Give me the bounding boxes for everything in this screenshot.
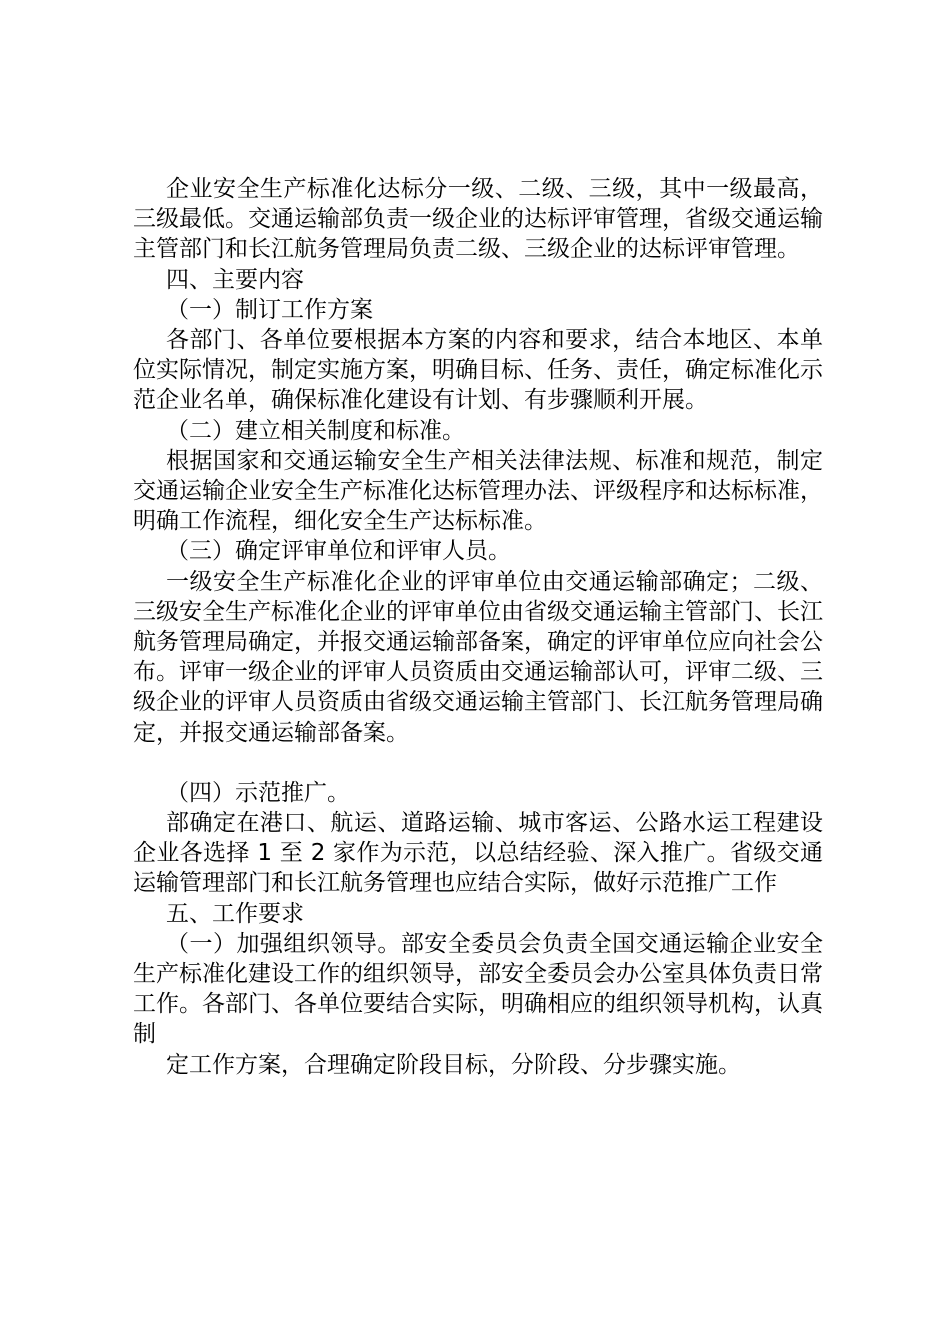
subsection-heading-work-plan: （一）制订工作方案	[166, 296, 373, 323]
paragraph-systems-standards: 根据国家和交通运输安全生产相关法律法规、标准和规范，制定交通运输企业安全生产标准化达标管理办法、评级程序和达标标准，明确工作流程，细化安全生产达标标准。	[133, 447, 823, 535]
section-heading-work-requirements: 五、工作要求	[166, 900, 304, 927]
paragraph-work-plan-stages: 定工作方案，合理确定阶段目标，分阶段、分步骤实施。	[166, 1051, 741, 1078]
paragraph-demonstration: 部确定在港口、航运、道路运输、城市客运、公路水运工程建设企业各选择 1 至 2 家作为示范，以总结经验、深入推广。省级交通运输管理部门和长江航务管理也应结合实际，做好示范推广工作	[133, 810, 823, 897]
subsection-heading-review-units: （三）确定评审单位和评审人员。	[166, 538, 511, 565]
paragraph-work-plan: 各部门、各单位要根据本方案的内容和要求，结合本地区、本单位实际情况，制定实施方案，明确目标、任务、责任，确定标准化示范企业名单，确保标准化建设有计划、有步骤顺利开展。	[133, 327, 823, 414]
subsection-heading-demonstration: （四）示范推广。	[166, 779, 350, 806]
blank-line	[133, 748, 823, 778]
paragraph-grading-levels: 企业安全生产标准化达标分一级、二级、三级，其中一级最高，三级最低。交通运输部负责一级企业的达标评审管理，省级交通运输主管部门和长江航务管理局负责二级、三级企业的达标评审管理。	[133, 176, 823, 263]
section-heading-main-content: 四、主要内容	[166, 266, 304, 293]
paragraph-organizational-leadership: （一）加强组织领导。部安全委员会负责全国交通运输企业安全生产标准化建设工作的组织领导，部安全委员会办公室具体负责日常工作。各部门、各单位要结合实际，明确相应的组织领导机构，认真制	[133, 930, 823, 1048]
subsection-heading-systems-standards: （二）建立相关制度和标准。	[166, 417, 465, 444]
paragraph-review-units: 一级安全生产标准化企业的评审单位由交通运输部确定；二级、三级安全生产标准化企业的评审单位由省级交通运输主管部门、长江航务管理局确定，并报交通运输部备案，确定的评审单位应向社会公布。评审一级企业的评审人员资质由交通运输部认可，评审二级、三级企业的评审人员资质由省级交通运输主管部门、长江航务管理局确定，并报交通运输部备案。	[133, 568, 823, 746]
document-body	[133, 174, 823, 1080]
